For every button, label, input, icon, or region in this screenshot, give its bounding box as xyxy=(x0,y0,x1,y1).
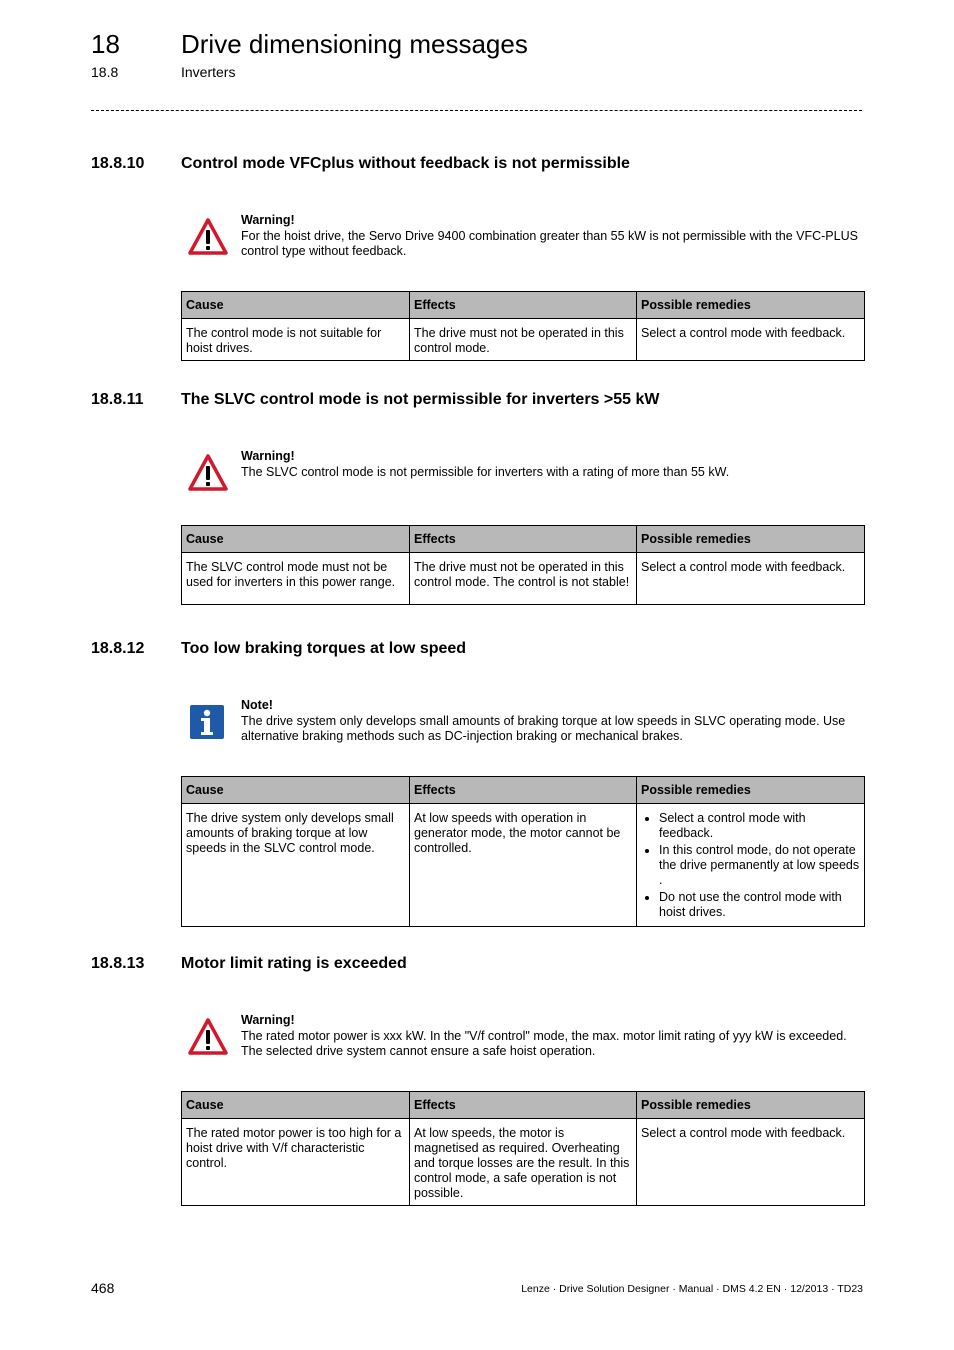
subsection-title: Too low braking torques at low speed xyxy=(181,640,467,657)
header-divider xyxy=(91,110,862,111)
cause-cell: The SLVC control mode must not be used for inverters in this power range. xyxy=(182,553,410,605)
notice-text: The rated motor power is xxx kW. In the "V/f control" mode, the max. motor limit rating of yyy kW is exceeded. The selected drive system cannot ensure a safe hoist operation. xyxy=(241,1028,847,1058)
warning-notice xyxy=(241,449,863,480)
remedies-list xyxy=(641,811,860,920)
list-item: • In this control mode, do not operate the drive permanently at low speeds . xyxy=(659,843,860,888)
remedies-cell: Select a control mode with feedback. xyxy=(637,553,865,605)
error-table xyxy=(181,776,865,927)
warning-icon xyxy=(188,1017,228,1057)
table-row xyxy=(182,319,865,361)
note-notice xyxy=(241,698,863,745)
error-table xyxy=(181,525,865,605)
column-header-effects: Effects xyxy=(410,526,637,553)
notice-heading: Warning! xyxy=(241,449,295,463)
remedies-cell: Select a control mode with feedback. xyxy=(637,319,865,361)
column-header-effects: Effects xyxy=(410,1092,637,1119)
remedies-cell: Select a control mode with feedback. xyxy=(637,1119,865,1206)
cause-cell: The rated motor power is too high for a hoist drive with V/f characteristic control. xyxy=(182,1119,410,1206)
section-number: 18.8 xyxy=(91,64,119,80)
error-table xyxy=(181,291,865,361)
cause-cell: The control mode is not suitable for hoist drives. xyxy=(182,319,410,361)
subsection-title: The SLVC control mode is not permissible for inverters >55 kW xyxy=(181,391,660,408)
notice-text: The SLVC control mode is not permissible for inverters with a rating of more than 55 kW. xyxy=(241,464,730,479)
warning-icon xyxy=(188,453,228,493)
warning-notice xyxy=(241,213,863,260)
notice-text: For the hoist drive, the Servo Drive 9400 combination greater than 55 kW is not permissible with the VFC-PLUS control type without feedback. xyxy=(241,228,858,258)
list-item: • Select a control mode with feedback. xyxy=(659,811,860,841)
info-icon xyxy=(188,703,228,743)
table-row xyxy=(182,804,865,927)
table-row xyxy=(182,1119,865,1206)
subsection-number: 18.8.11 xyxy=(91,391,144,408)
table-row xyxy=(182,553,865,605)
subsection-number: 18.8.12 xyxy=(91,640,145,657)
remedies-cell xyxy=(637,804,865,927)
list-item: • Do not use the control mode with hoist drives. xyxy=(659,890,860,920)
column-header-cause: Cause xyxy=(182,526,410,553)
notice-text: The drive system only develops small amounts of braking torque at low speeds in SLVC operating mode. Use alternative braking methods such as DC-injection braking or mechanical brakes. xyxy=(241,713,846,743)
column-header-remedies: Possible remedies xyxy=(637,526,865,553)
column-header-cause: Cause xyxy=(182,292,410,319)
column-header-remedies: Possible remedies xyxy=(637,777,865,804)
error-table xyxy=(181,1091,865,1206)
notice-heading: Warning! xyxy=(241,213,295,227)
column-header-cause: Cause xyxy=(182,1092,410,1119)
column-header-cause: Cause xyxy=(182,777,410,804)
column-header-remedies: Possible remedies xyxy=(637,292,865,319)
page-number: 468 xyxy=(91,1280,115,1296)
subsection-number: 18.8.13 xyxy=(91,955,145,972)
subsection-number: 18.8.10 xyxy=(91,155,145,172)
subsection-title: Control mode VFCplus without feedback is not permissible xyxy=(181,155,630,172)
effects-cell: At low speeds, the motor is magnetised as required. Overheating and torque losses are the result. In this control mode, a safe operation is not possible. xyxy=(410,1119,637,1206)
section-title: Inverters xyxy=(181,64,236,80)
warning-icon xyxy=(188,217,228,257)
subsection-title: Motor limit rating is exceeded xyxy=(181,955,407,972)
effects-cell: The drive must not be operated in this control mode. The control is not stable! xyxy=(410,553,637,605)
column-header-effects: Effects xyxy=(410,292,637,319)
effects-cell: The drive must not be operated in this control mode. xyxy=(410,319,637,361)
column-header-remedies: Possible remedies xyxy=(637,1092,865,1119)
column-header-effects: Effects xyxy=(410,777,637,804)
publication-footer: Lenze · Drive Solution Designer · Manual · DMS 4.2 EN · 12/2013 · TD23 xyxy=(521,1283,863,1295)
warning-notice xyxy=(241,1013,863,1060)
chapter-number: 18 xyxy=(91,29,120,59)
effects-cell: At low speeds with operation in generator mode, the motor cannot be controlled. xyxy=(410,804,637,927)
notice-heading: Note! xyxy=(241,698,273,712)
cause-cell: The drive system only develops small amounts of braking torque at low speeds in the SLVC control mode. xyxy=(182,804,410,927)
notice-heading: Warning! xyxy=(241,1013,295,1027)
chapter-title: Drive dimensioning messages xyxy=(181,29,528,59)
